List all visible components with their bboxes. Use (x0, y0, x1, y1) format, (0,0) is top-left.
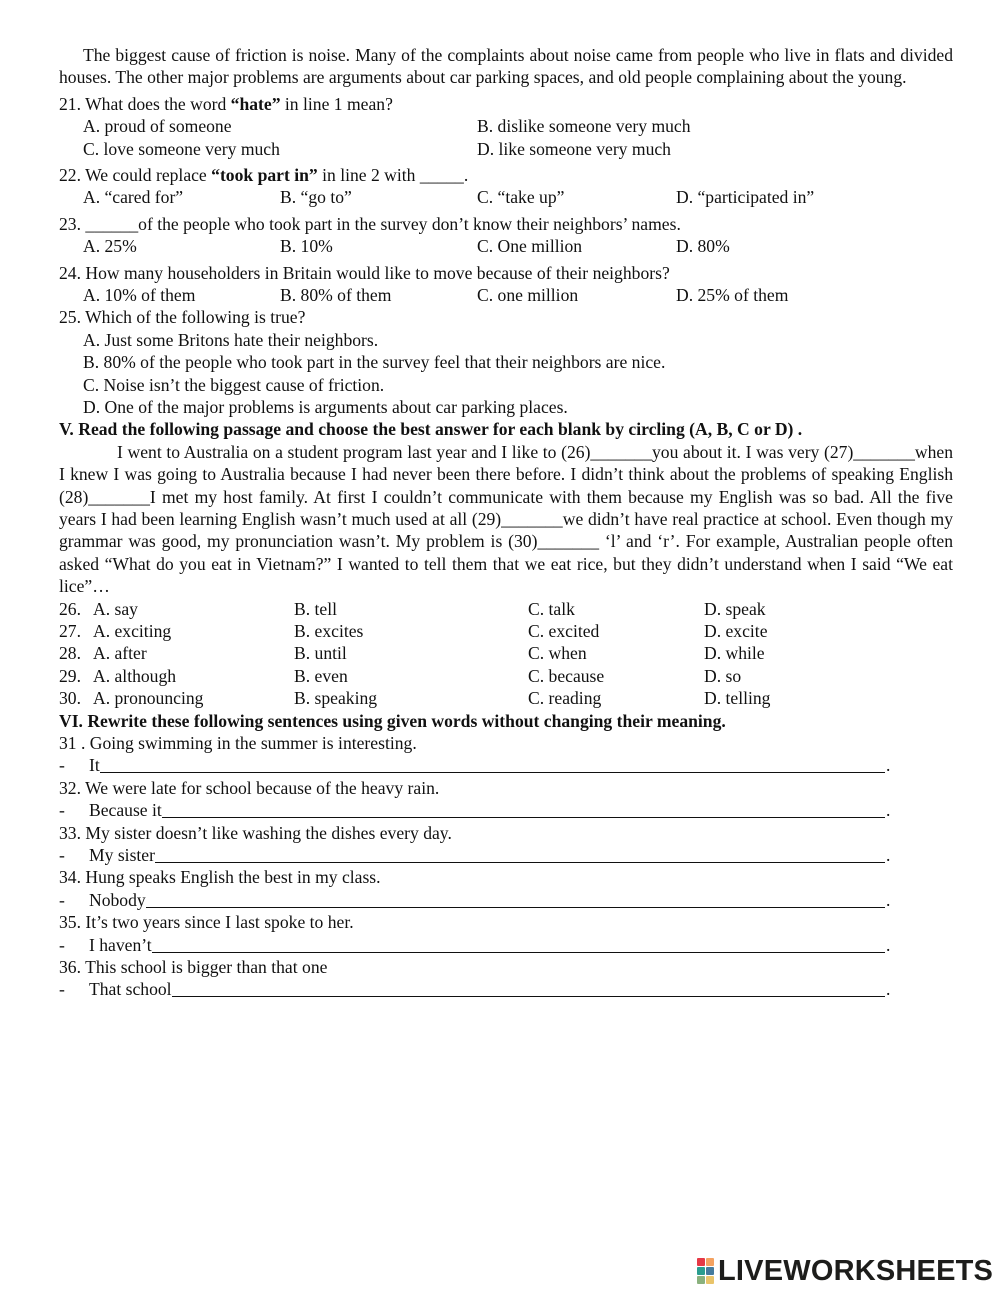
option-c[interactable]: C. reading (528, 688, 602, 709)
option-b[interactable]: B. speaking (294, 688, 378, 709)
question-number: 27. (59, 621, 81, 642)
option-a[interactable]: A. exciting (93, 621, 172, 642)
option-d[interactable]: D. while (704, 643, 765, 664)
q22-option-b[interactable]: B. “go to” (280, 187, 352, 208)
answer-dash: - (59, 889, 65, 910)
question-number: 28. (59, 643, 81, 664)
logo-square (706, 1267, 714, 1275)
logo-square (706, 1276, 714, 1284)
question-21: 21. What does the word “hate” in line 1 mean? A. proud of someone B. dislike someone very much C. love someone very much D. like someone very much (59, 93, 691, 159)
question-row (59, 687, 953, 709)
answer-start: Nobody (89, 889, 146, 910)
q23-option-d[interactable]: D. 80% (676, 236, 730, 257)
answer-dash: - (59, 845, 65, 866)
answer-end-mark: . (886, 934, 891, 955)
rewrite-answer-row (59, 799, 953, 821)
answer-line[interactable] (152, 952, 885, 953)
rewrite-prompt: 32. We were late for school because of the heavy rain. (59, 777, 440, 798)
q25-option-d[interactable]: D. One of the major problems is arguments about car parking places. (83, 397, 568, 418)
answer-start: Because it (89, 800, 162, 821)
answer-dash: - (59, 979, 65, 1000)
liveworksheets-logo (697, 1256, 993, 1286)
question-25: 25. Which of the following is true? A. Just some Britons hate their neighbors. B. 80% of the people who took part in the survey feel that their neighbors are nice. C. Noise isn’t the biggest cause of friction. D. One of the major problems is arguments about car parking places. (59, 306, 953, 418)
question-23: 23. ______of the people who took part in the survey don’t know their neighbors’ names. A. 25% B. 10% C. One million D. 80% (59, 213, 730, 257)
q21-option-d[interactable]: D. like someone very much (477, 138, 671, 159)
option-c[interactable]: C. when (528, 643, 587, 664)
section-5-passage: I went to Australia on a student program last year and I like to (26)_______you about it. I was very (27)_______when I knew I was going to Australia because I had never been there before. I didn’t think about the problems of speaking English (28)_______I met my host family. At first I couldn’t communicate with them because my English was so bad. All the five years I had been learning English wasn’t much used at all (29)_______we didn’t have real practice at school. Even though my grammar was good, my pronunciation wasn’t. My problem is (30)_______ ‘l’ and ‘r’. For example, Australian people often asked “What do you eat in Vietnam?” I wanted to tell them that we eat rice, but they didn’t understand when I said “We eat lice”… (59, 441, 953, 597)
q24-option-a[interactable]: A. 10% of them (83, 285, 196, 305)
question-24: 24. How many householders in Britain would like to move because of their neighbors? A. 10% of them B. 80% of them C. one million D. 25% of them (59, 262, 789, 305)
option-d[interactable]: D. so (704, 665, 742, 686)
section-5-questions (59, 598, 953, 710)
answer-end-mark: . (886, 979, 891, 1000)
answer-end-mark: . (886, 845, 891, 866)
question-22: 22. We could replace “took part in” in line 2 with _____. A. “cared for” B. “go to” C. “take up” D. “participated in” (59, 165, 815, 208)
option-d[interactable]: D. excite (704, 621, 768, 642)
option-a[interactable]: A. say (93, 598, 138, 619)
question-number: 26. (59, 598, 81, 619)
answer-line[interactable] (162, 817, 885, 818)
rewrite-prompt: 35. It’s two years since I last spoke to her. (59, 912, 354, 933)
answer-end-mark: . (886, 800, 891, 821)
answer-end-mark: . (886, 889, 891, 910)
q22-option-d[interactable]: D. “participated in” (676, 187, 815, 208)
q22-option-c[interactable]: C. “take up” (477, 187, 565, 208)
answer-line[interactable] (100, 772, 885, 773)
passage-end: The biggest cause of friction is noise. Many of the complaints about noise came from people who live in flats and divided houses. The other major problems are arguments about car parking spaces, and old people complaining about the young. (59, 45, 953, 88)
answer-line[interactable] (172, 996, 885, 997)
question-row (59, 598, 953, 620)
question-row (59, 620, 953, 642)
answer-end-mark: . (886, 755, 891, 776)
rewrite-prompt: 33. My sister doesn’t like washing the dishes every day. (59, 822, 452, 843)
rewrite-prompt: 31 . Going swimming in the summer is interesting. (59, 733, 417, 754)
rewrite-answer-row (59, 754, 953, 776)
q25-option-b[interactable]: B. 80% of the people who took part in the survey feel that their neighbors are nice. (83, 352, 666, 373)
section-6-items (59, 732, 953, 1001)
logo-grid-icon (697, 1258, 714, 1284)
rewrite-answer-row (59, 844, 953, 866)
q23-option-a[interactable]: A. 25% (83, 236, 137, 257)
q23-option-c[interactable]: C. One million (477, 236, 583, 257)
q23-option-b[interactable]: B. 10% (280, 236, 333, 257)
answer-start: It (89, 755, 100, 776)
q24-option-c[interactable]: C. one million (477, 285, 579, 305)
logo-text: LIVEWORKSHEETS (718, 1254, 994, 1287)
option-b[interactable]: B. even (294, 665, 348, 686)
q21-option-b[interactable]: B. dislike someone very much (477, 116, 691, 137)
option-a[interactable]: A. pronouncing (93, 688, 204, 709)
answer-dash: - (59, 800, 65, 821)
option-d[interactable]: D. speak (704, 598, 766, 619)
option-a[interactable]: A. although (93, 665, 177, 686)
question-number: 30. (59, 688, 81, 709)
option-b[interactable]: B. excites (294, 621, 364, 642)
option-c[interactable]: C. because (528, 665, 605, 686)
q22-option-a[interactable]: A. “cared for” (83, 187, 184, 208)
q24-option-d[interactable]: D. 25% of them (676, 285, 789, 305)
section-6-heading: VI. Rewrite these following sentences using given words without changing their meaning. (59, 710, 726, 731)
section-5-heading: V. Read the following passage and choose the best answer for each blank by circling (A, B, C or D) . (59, 419, 803, 440)
answer-start: That school (89, 979, 172, 1000)
logo-square (697, 1267, 705, 1275)
answer-start: My sister (89, 845, 155, 866)
worksheet-page (59, 44, 953, 1001)
logo-square (697, 1276, 705, 1284)
q21-option-c[interactable]: C. love someone very much (83, 138, 280, 159)
question-row (59, 665, 953, 687)
option-d[interactable]: D. telling (704, 688, 771, 709)
answer-line[interactable] (155, 862, 885, 863)
rewrite-prompt: 36. This school is bigger than that one (59, 957, 328, 978)
rewrite-answer-row (59, 934, 953, 956)
answer-start: I haven’t (89, 934, 152, 955)
rewrite-prompt: 34. Hung speaks English the best in my class. (59, 867, 381, 888)
option-a[interactable]: A. after (93, 643, 147, 664)
answer-dash: - (59, 755, 65, 776)
option-c[interactable]: C. talk (528, 598, 575, 619)
answer-dash: - (59, 934, 65, 955)
rewrite-answer-row (59, 978, 953, 1000)
option-b[interactable]: B. tell (294, 598, 338, 619)
q21-option-a[interactable]: A. proud of someone (83, 116, 232, 137)
q25-option-a[interactable]: A. Just some Britons hate their neighbors. (83, 329, 379, 350)
q25-option-c[interactable]: C. Noise isn’t the biggest cause of friction. (83, 374, 385, 395)
q24-option-b[interactable]: B. 80% of them (280, 285, 392, 305)
option-b[interactable]: B. until (294, 643, 347, 664)
logo-square (706, 1258, 714, 1266)
option-c[interactable]: C. excited (528, 621, 600, 642)
answer-line[interactable] (146, 907, 885, 908)
rewrite-answer-row (59, 889, 953, 911)
question-row (59, 642, 953, 664)
question-number: 29. (59, 665, 81, 686)
logo-square (697, 1258, 705, 1266)
